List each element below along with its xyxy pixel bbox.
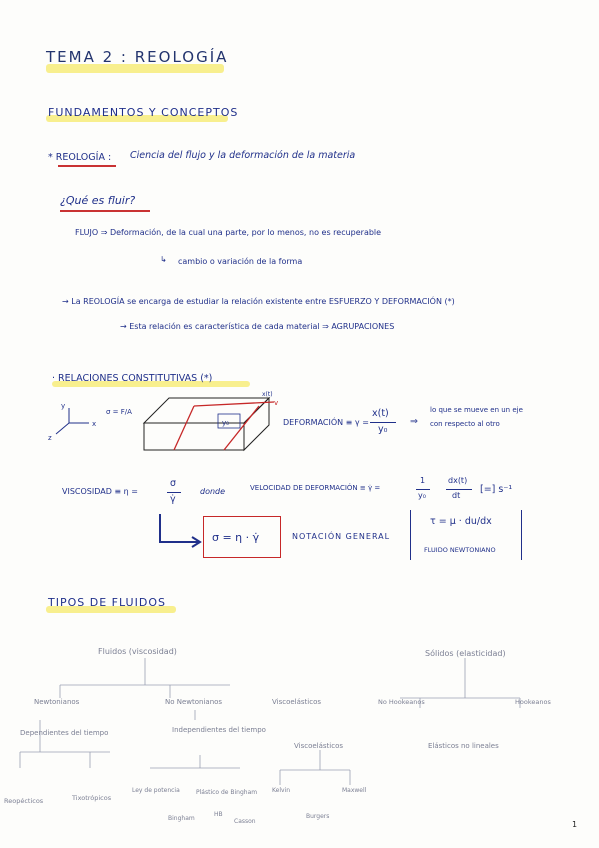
- vel-frac1-den: y₀: [418, 491, 426, 500]
- reologia-definition: Ciencia del flujo y la deformación de la materia: [130, 150, 356, 161]
- tree-viscoelasticos-2: Viscoelásticos: [294, 742, 344, 750]
- tree-branch-dep-tiempo: [20, 720, 110, 768]
- sigma-label: σ = F/A: [106, 408, 132, 416]
- tree-branch-visco: [280, 750, 350, 785]
- tree-elasticos-no-lineales: Elásticos no lineales: [428, 742, 499, 750]
- donde-label: donde: [200, 487, 226, 496]
- tree-branch-indep-tiempo: [150, 710, 240, 768]
- viscosidad-numerator: σ: [170, 478, 177, 489]
- tree-solidos: Sólidos (elasticidad): [425, 649, 506, 658]
- viscosidad-label: VISCOSIDAD ≡ η =: [62, 487, 138, 496]
- box-side: [244, 398, 269, 450]
- page-number: 1: [572, 820, 578, 829]
- vel-frac1-bar: [416, 489, 430, 490]
- box-front: [144, 423, 244, 450]
- tree-no-hookeanos: No Hookeanos: [378, 698, 425, 706]
- deformation-line-1: [174, 406, 194, 450]
- flujo-arrow-icon: ↳: [160, 255, 167, 264]
- viscosidad-denominator: γ̇: [170, 494, 176, 505]
- newton-formula: τ = μ · du/dx: [430, 516, 492, 527]
- vel-frac2-bar: [446, 489, 472, 490]
- fluid-types-tree: [0, 640, 599, 830]
- viscosidad-fraction-bar: [167, 492, 181, 493]
- deformacion-note-1: lo que se mueve en un eje: [430, 406, 523, 414]
- tree-dep-tiempo: Dependientes del tiempo: [20, 729, 109, 737]
- tree-burgers: Burgers: [306, 813, 330, 820]
- flujo-sub: cambio o variación de la forma: [178, 257, 303, 266]
- question-fluir: ¿Qué es fluir?: [60, 194, 136, 207]
- tree-reopecticos: Reopécticos: [4, 797, 44, 805]
- tree-plastico-bingham: Plástico de Bingham: [196, 789, 258, 796]
- tree-kelvin: Kelvin: [272, 787, 291, 794]
- arrow-to-formula-icon: [156, 512, 206, 552]
- velocidad-label: VELOCIDAD DE DEFORMACIÓN ≡ γ̇ =: [250, 484, 381, 492]
- notacion-general-label: NOTACIÓN GENERAL: [292, 532, 391, 541]
- boxed-formula: σ = η · γ̇: [212, 531, 260, 544]
- tree-hb: HB: [214, 811, 223, 818]
- axis-y-label: y: [61, 402, 66, 410]
- tree-hookeanos: Hookeanos: [515, 698, 551, 706]
- newton-label: FLUIDO NEWTONIANO: [424, 546, 496, 554]
- tree-bingham: Bingham: [168, 815, 195, 822]
- reologia-label: * REOLOGÍA :: [48, 152, 112, 163]
- flujo-line: FLUJO ⇒ Deformación, de la cual una parte, por lo menos, no es recuperable: [75, 228, 382, 237]
- units-label: [=] s⁻¹: [480, 484, 513, 495]
- tree-tixotropicos: Tixotrópicos: [72, 794, 112, 802]
- reologia-line-2: → Esta relación es característica de cada material ⇒ AGRUPACIONES: [120, 322, 395, 331]
- deformacion-note-2: con respecto al otro: [430, 420, 500, 428]
- axis-z-label: z: [48, 434, 52, 442]
- v-label: v: [274, 399, 279, 407]
- xt-label: x(t): [262, 391, 273, 398]
- vel-frac1-num: 1: [420, 476, 426, 485]
- y0-label: y₀: [222, 419, 229, 427]
- tree-root: Fluidos (viscosidad): [98, 647, 177, 656]
- tree-maxwell: Maxwell: [342, 787, 367, 794]
- question-underline: [60, 210, 150, 212]
- axis-x-label: x: [92, 420, 97, 428]
- vel-frac2-den: dt: [452, 491, 461, 500]
- implies-icon: ⇒: [410, 416, 418, 427]
- reologia-underline: [58, 165, 116, 167]
- deformacion-label: DEFORMACIÓN ≡ γ =: [283, 418, 369, 427]
- tree-viscoelasticos: Viscoelásticos: [272, 698, 322, 706]
- relaciones-heading: · RELACIONES CONSTITUTIVAS (*): [52, 373, 213, 384]
- section-heading-tipos: TIPOS DE FLUIDOS: [48, 596, 166, 609]
- box-top: [144, 398, 269, 423]
- deformacion-denominator: y₀: [378, 424, 388, 435]
- section-heading-fundamentos: FUNDAMENTOS Y CONCEPTOS: [48, 106, 239, 119]
- tree-no-newtonianos: No Newtonianos: [165, 698, 223, 706]
- deformacion-fraction-bar: [370, 422, 396, 423]
- axis-z: [56, 423, 69, 434]
- tree-indep-tiempo: Independientes del tiempo: [172, 726, 266, 734]
- deformacion-numerator: x(t): [372, 408, 389, 419]
- tree-branch-fluidos: [60, 658, 230, 698]
- tree-newtonianos: Newtonianos: [34, 698, 80, 706]
- vel-frac2-num: dx(t): [448, 476, 468, 485]
- reologia-line-1: → La REOLOGÍA se encarga de estudiar la relación existente entre ESFUERZO Y DEFORMACIÓN (*): [62, 297, 455, 306]
- shear-diagram: [44, 388, 284, 463]
- tree-casson: Casson: [234, 818, 256, 825]
- tree-ley-potencia: Ley de potencia: [132, 787, 180, 794]
- page-title: TEMA 2 : REOLOGÍA: [46, 48, 229, 66]
